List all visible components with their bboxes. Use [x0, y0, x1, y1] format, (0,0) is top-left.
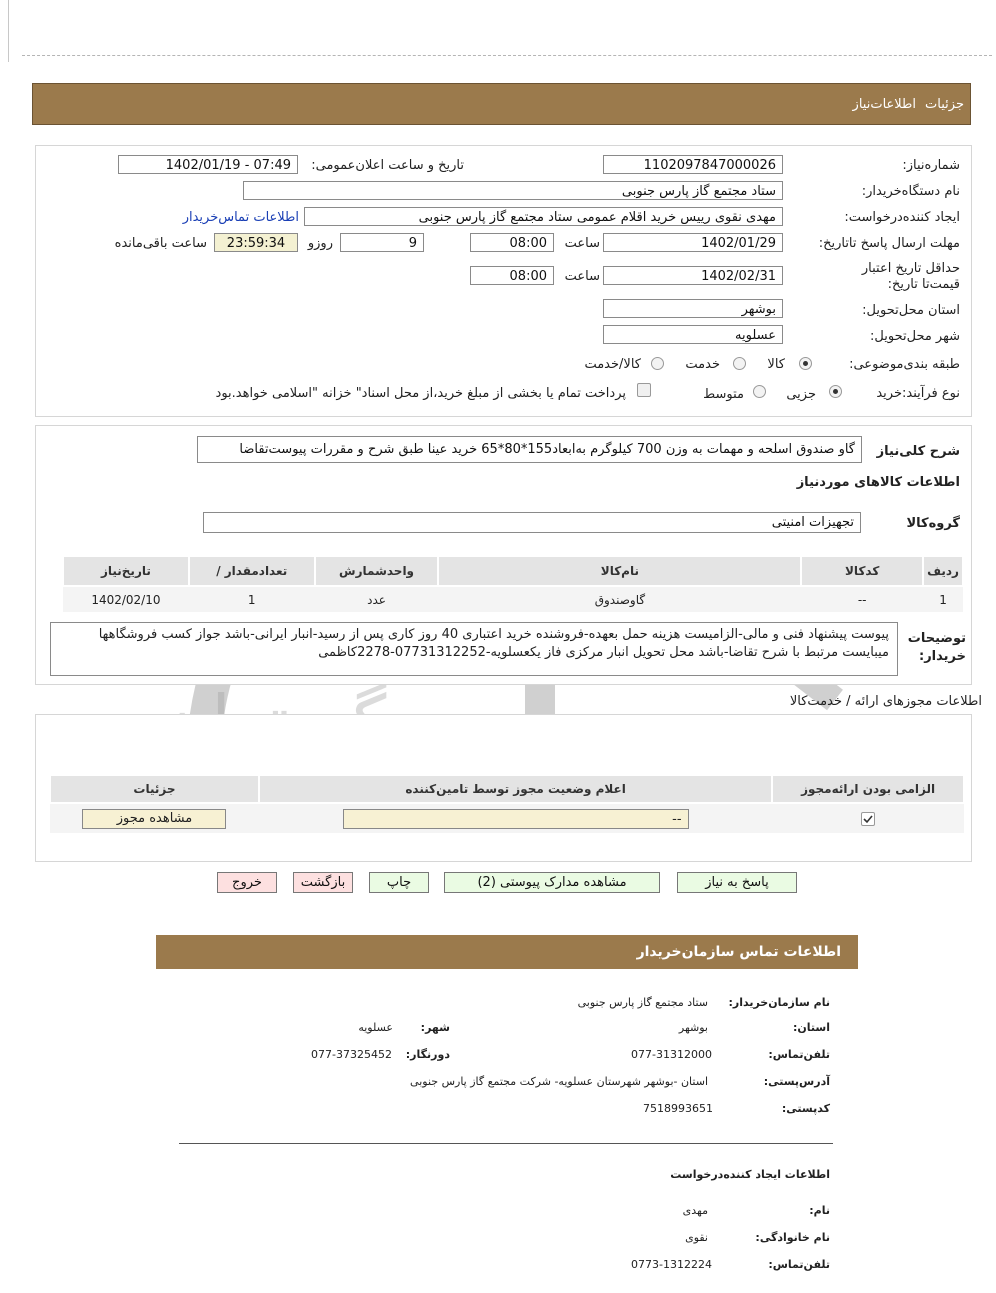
category-both-label: کالا/خدمت: [584, 357, 641, 372]
category-goods-label: کالا: [767, 357, 785, 372]
table-row: [50, 803, 964, 833]
creator-family-value: نقوی: [685, 1231, 708, 1244]
process-buy-label: خرید: [876, 386, 902, 401]
province-label: استان محل‌تحویل:: [862, 303, 960, 318]
contact-city-value: عسلویه: [358, 1021, 393, 1034]
org-label: نام سازمان‌خریدار:: [728, 996, 830, 1009]
contact-address-value: استان -بوشهر شهرستان عسلویه- شرکت مجتمع گاز پارس جنوبی: [410, 1075, 708, 1088]
col-code: کدکالا: [801, 556, 923, 586]
contact-postal-label: کد‌پستی:: [781, 1102, 830, 1115]
process-minor-label: جزیی: [786, 387, 816, 402]
validity-label: حداقل تاریخ اعتبار قیمت‌تا تاریخ:: [861, 261, 960, 292]
reply-button[interactable]: پاسخ به نیاز: [677, 872, 797, 893]
validity-date-field: 1402/02/31: [603, 266, 783, 285]
requester-field: مهدی نقوی رییس خرید اقلام عمومی ستاد مجتمع گاز پارس جنوبی: [304, 207, 783, 226]
requester-label: ایجاد کننده‌درخواست:: [844, 210, 960, 225]
creator-name-value: مهدی: [682, 1204, 708, 1217]
process-label: نوع فرآیند:: [902, 386, 960, 401]
contact-province-value: بوشهر: [678, 1021, 708, 1034]
contact-province-label: استان:: [793, 1021, 830, 1034]
city-label: شهر محل‌تحویل:: [870, 329, 960, 344]
process-radio-minor[interactable]: [829, 385, 842, 398]
col-permit-status: اعلام وضعیت مجوز توسط تامین‌کننده: [259, 775, 772, 803]
buyer-org-field: ستاد مجتمع گاز پارس جنوبی: [243, 181, 783, 200]
province-field: بوشهر: [603, 299, 783, 318]
validity-time-field: 08:00: [470, 266, 554, 285]
permit-required-checkbox[interactable]: [861, 812, 875, 826]
days-field: 9: [340, 233, 424, 252]
need-number-field: 1102097847000026: [603, 155, 783, 174]
left-border-tick: [8, 0, 9, 62]
col-qty: تعدادمقدار /: [189, 556, 315, 586]
col-date: تاریخ‌نیاز: [63, 556, 189, 586]
announce-label: تاریخ و ساعت اعلان‌عمومی:: [311, 158, 464, 173]
exit-button[interactable]: خروج: [217, 872, 277, 893]
permit-status-field: --: [343, 809, 689, 829]
payment-checkbox[interactable]: [637, 383, 651, 397]
contact-phone-value: 077-31312000: [631, 1048, 712, 1061]
contact-phone-label: تلفن‌تماس:: [768, 1048, 830, 1061]
category-radio-both[interactable]: [651, 357, 664, 370]
permits-table: [49, 774, 965, 833]
contact-address-label: آدرس‌پستی:: [763, 1075, 830, 1088]
buyer-notes-field: پیوست پیشنهاد فنی و مالی-الزامیست هزینه حمل بعهده-فروشنده خرید اعتباری 40 روز کاری پس از رسید-انبار ایرانی-باشد جواز کسب فروشگاهها میبایست مرتبط با شرح تقاضا-باشد محل تحویل انبار مرکزی فاز یکعسلویه-07731312252-2278کاظمی: [50, 622, 898, 676]
cell-name: گاوصندوق: [594, 592, 646, 607]
buyer-notes-label: توضیحات خریدار:: [907, 631, 966, 664]
creator-name-label: نام:: [809, 1204, 830, 1217]
summary-label: شرح کلی‌نیاز: [876, 444, 960, 459]
category-service-label: خدمت: [685, 357, 720, 372]
category-radio-goods[interactable]: [799, 357, 812, 370]
need-number-label: شماره‌نیاز:: [902, 158, 960, 173]
remaining-time-field: 23:59:34: [214, 233, 298, 252]
org-value: ستاد مجتمع گاز پارس جنوبی: [577, 996, 708, 1009]
cell-row: 1: [939, 592, 947, 607]
permits-title: اطلاعات مجوزهای ارائه / خدمت‌کالا: [789, 694, 982, 709]
contact-title: اطلاعات تماس سازمان‌خریدار: [636, 944, 841, 960]
cell-code: --: [857, 592, 867, 607]
creator-title: اطلاعات ایجاد کننده‌درخواست: [670, 1168, 830, 1181]
contact-buyer-link[interactable]: اطلاعات تماس‌خریدار: [182, 210, 299, 225]
deadline-date-field: 1402/01/29: [603, 233, 783, 252]
tab-details[interactable]: جزئیات: [925, 97, 964, 112]
attachments-button[interactable]: مشاهده مدارک پیوستی (2): [444, 872, 660, 893]
process-radio-medium[interactable]: [753, 385, 766, 398]
announce-field: 1402/01/19 - 07:49: [118, 155, 298, 174]
process-medium-label: متوسط: [703, 387, 744, 402]
group-label: گروه‌کالا: [906, 516, 960, 531]
contact-fax-value: 077-37325452: [311, 1048, 392, 1061]
col-permit-details: جزئیات: [50, 775, 259, 803]
creator-phone-value: 0773-1312224: [631, 1258, 712, 1271]
goods-table: [62, 555, 964, 612]
contact-city-label: شهر:: [420, 1021, 450, 1034]
city-field: عسلویه: [603, 325, 783, 344]
deadline-time-field: 08:00: [470, 233, 554, 252]
remaining-label: ساعت باقی‌مانده: [114, 236, 207, 251]
deadline-time-label: ساعت: [564, 236, 600, 251]
page-header: [32, 83, 971, 125]
cell-date: 1402/02/10: [91, 592, 161, 607]
creator-family-label: نام خانوادگی:: [755, 1231, 830, 1244]
table-row: [63, 586, 963, 612]
cell-unit: عدد: [367, 592, 386, 607]
contact-divider: [179, 1143, 833, 1144]
payment-note: پرداخت تمام یا بخشی از مبلغ خرید،از محل اسناد" خزانه "اسلامی خواهد.بود: [215, 386, 626, 401]
col-row: ردیف: [923, 556, 963, 586]
contact-postal-value: 7518993651: [643, 1102, 713, 1115]
days-label: روزو: [307, 236, 333, 251]
validity-time-label: ساعت: [564, 269, 600, 284]
top-divider: [22, 55, 992, 56]
creator-phone-label: تلفن‌تماس:: [768, 1258, 830, 1271]
contact-fax-label: دورنگار:: [405, 1048, 450, 1061]
category-radio-service[interactable]: [733, 357, 746, 370]
deadline-label: مهلت ارسال پاسخ تا‌تاریخ:: [818, 236, 960, 251]
buyer-org-label: نام دستگاه‌خریدار:: [861, 184, 960, 199]
group-field: تجهیزات امنیتی: [203, 512, 861, 533]
print-button[interactable]: چاپ: [369, 872, 429, 893]
col-permit-required: الزامی بودن ارائه‌مجوز: [772, 775, 964, 803]
goods-info-title: اطلاعات کالاهای موردنیاز: [796, 475, 960, 490]
back-button[interactable]: بازگشت: [293, 872, 353, 893]
cell-qty: 1: [247, 592, 256, 607]
col-unit: واحدشمارش: [315, 556, 439, 586]
contact-header: [156, 935, 858, 969]
summary-field: گاو صندوق اسلحه و مهمات به وزن 700 کیلوگرم به‌ابعاد155*80*65 خرید عینا طبق شرح و مقررات پیوست‌تقاضا: [197, 436, 862, 463]
category-label: طبقه بندی‌موضوعی:: [849, 357, 960, 372]
col-name: نام‌کالا: [438, 556, 801, 586]
tab-need-info[interactable]: اطلاعات‌نیاز: [852, 97, 916, 112]
view-permit-button[interactable]: مشاهده مجوز: [82, 809, 226, 829]
